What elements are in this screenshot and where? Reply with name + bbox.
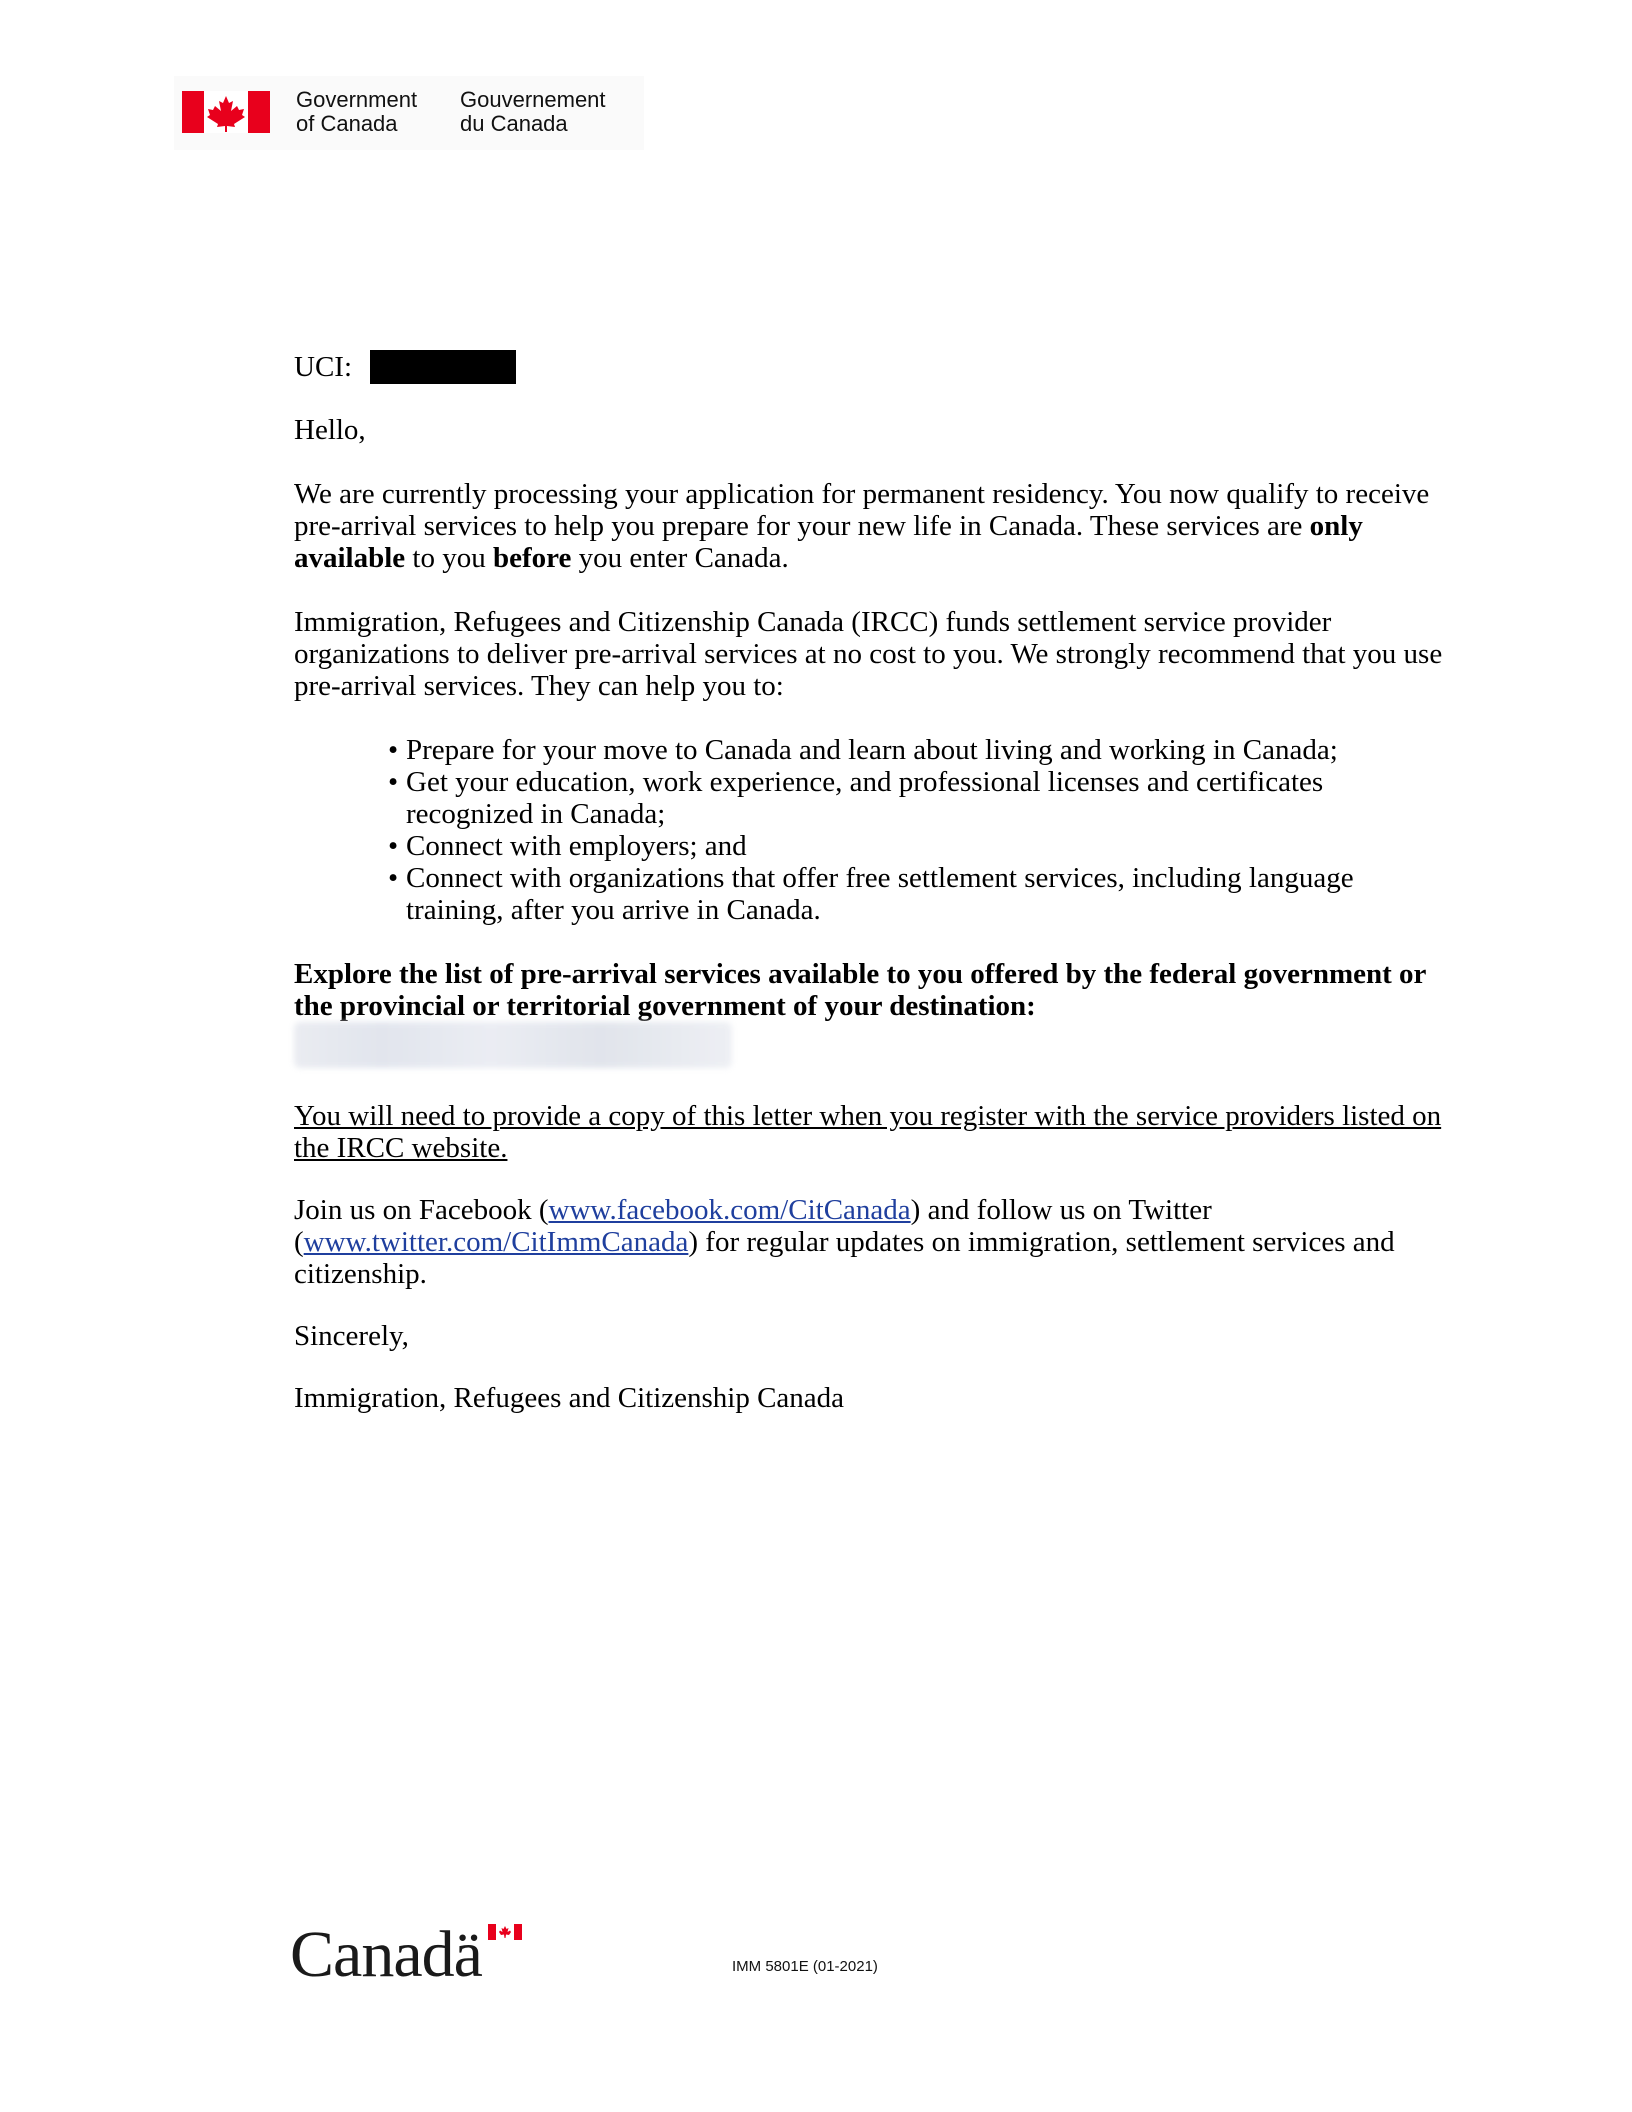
twitter-link[interactable]: www.twitter.com/CitImmCanada bbox=[303, 1226, 689, 1258]
closing: Sincerely, bbox=[294, 1320, 409, 1352]
government-of-canada-text: Government of Canada bbox=[296, 87, 418, 136]
letter-body bbox=[294, 350, 1454, 1414]
services-list bbox=[294, 734, 1454, 926]
explore-heading: Explore the list of pre-arrival services available to you offered by the federal government or the provincial or territorial government of your destination: bbox=[294, 958, 1426, 1022]
facebook-link[interactable]: www.facebook.com/CitCanada bbox=[548, 1194, 911, 1226]
list-item: • Connect with employers; and bbox=[388, 830, 1454, 862]
register-note: You will need to provide a copy of this letter when you register with the service providers listed on the IRCC website. bbox=[294, 1100, 1442, 1164]
list-item: • Get your education, work experience, and professional licenses and certificates recognized in Canada; bbox=[388, 766, 1454, 830]
greeting: Hello, bbox=[294, 414, 366, 446]
gouvernement-du-canada-text: Gouvernement du Canada bbox=[460, 87, 606, 136]
government-signature bbox=[174, 76, 644, 150]
ircc-paragraph: Immigration, Refugees and Citizenship Canada (IRCC) funds settlement service provider organizations to deliver pre-arrival services at no cost to you. We strongly recommend that you use pre-arrival services. They can help you to: bbox=[294, 606, 1443, 702]
uci-line bbox=[294, 350, 1454, 384]
canada-wordmark-text: Canadä bbox=[290, 1918, 482, 1991]
list-item: • Prepare for your move to Canada and learn about living and working in Canada; bbox=[388, 734, 1454, 766]
canada-wordmark-flag-icon bbox=[488, 1924, 522, 1940]
intro-paragraph: We are currently processing your application for permanent residency. You now qualify to receive pre-arrival services to help you prepare for your new life in Canada. These services are only available to you before you enter Canada. bbox=[294, 478, 1430, 574]
uci-label: UCI: bbox=[294, 351, 352, 383]
uci-redaction bbox=[370, 350, 516, 384]
blurred-services-link[interactable] bbox=[294, 1022, 732, 1068]
list-item: • Connect with organizations that offer free settlement services, including language training, after you arrive in Canada. bbox=[388, 862, 1454, 926]
form-code: IMM 5801E (01-2021) bbox=[732, 1958, 878, 1975]
canada-wordmark bbox=[290, 1920, 530, 1990]
social-paragraph: Join us on Facebook (www.facebook.com/CitCanada) and follow us on Twitter (www.twitter.com/CitImmCanada) for regular updates on immigration, settlement services and citizenship. bbox=[294, 1194, 1395, 1290]
canada-flag-icon bbox=[182, 91, 270, 133]
signature: Immigration, Refugees and Citizenship Canada bbox=[294, 1382, 845, 1414]
